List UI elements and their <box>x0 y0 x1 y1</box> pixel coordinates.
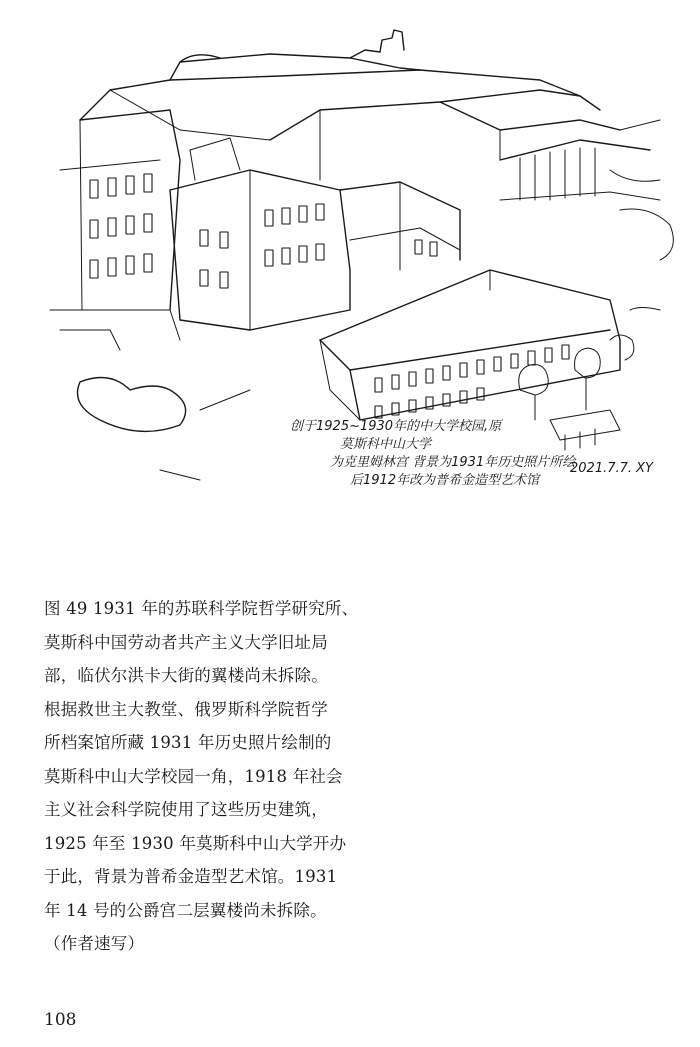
figure-caption <box>44 592 364 961</box>
caption-line: 莫斯科中国劳动者共产主义大学旧址局 <box>44 632 328 652</box>
caption-line: 部，临伏尔洪卡大街的翼楼尚未拆除。 <box>44 666 328 685</box>
sketch-annotation-line-5: 2021.7.7. XY <box>570 461 654 476</box>
sketch-annotation-line-1: 创于1925~1930年的中大学校园,原 <box>290 419 502 434</box>
caption-line: 于此，背景为普希金造型艺术馆。1931 <box>44 867 338 886</box>
caption-line: 年 14 号的公爵宫二层翼楼尚未拆除。 <box>44 900 327 920</box>
caption-line: 莫斯科中山大学校园一角，1918 年社会 <box>44 766 343 786</box>
caption-line: 1925 年至 1930 年莫斯科中山大学开办 <box>44 833 347 853</box>
sketch-annotation-line-2: 莫斯科中山大学 <box>340 437 432 452</box>
caption-line: 图 49 1931 年的苏联科学院哲学研究所、 <box>44 599 359 618</box>
building-sketch-illustration <box>20 10 690 510</box>
page-number: 108 <box>44 1010 77 1030</box>
caption-line: 主义社会科学院使用了这些历史建筑， <box>44 800 328 819</box>
sketch-annotation-line-3: 为克里姆林宫 背景为1931年历史照片所绘 <box>330 455 576 470</box>
caption-credit: （作者速写） <box>44 934 145 953</box>
sketch-annotation-line-4: 后1912年改为普希金造型艺术馆 <box>350 473 540 488</box>
caption-line: 所档案馆所藏 1931 年历史照片绘制的 <box>44 733 332 752</box>
sketch-drawing <box>20 10 690 510</box>
caption-line: 根据救世主大教堂、俄罗斯科学院哲学 <box>44 699 328 719</box>
